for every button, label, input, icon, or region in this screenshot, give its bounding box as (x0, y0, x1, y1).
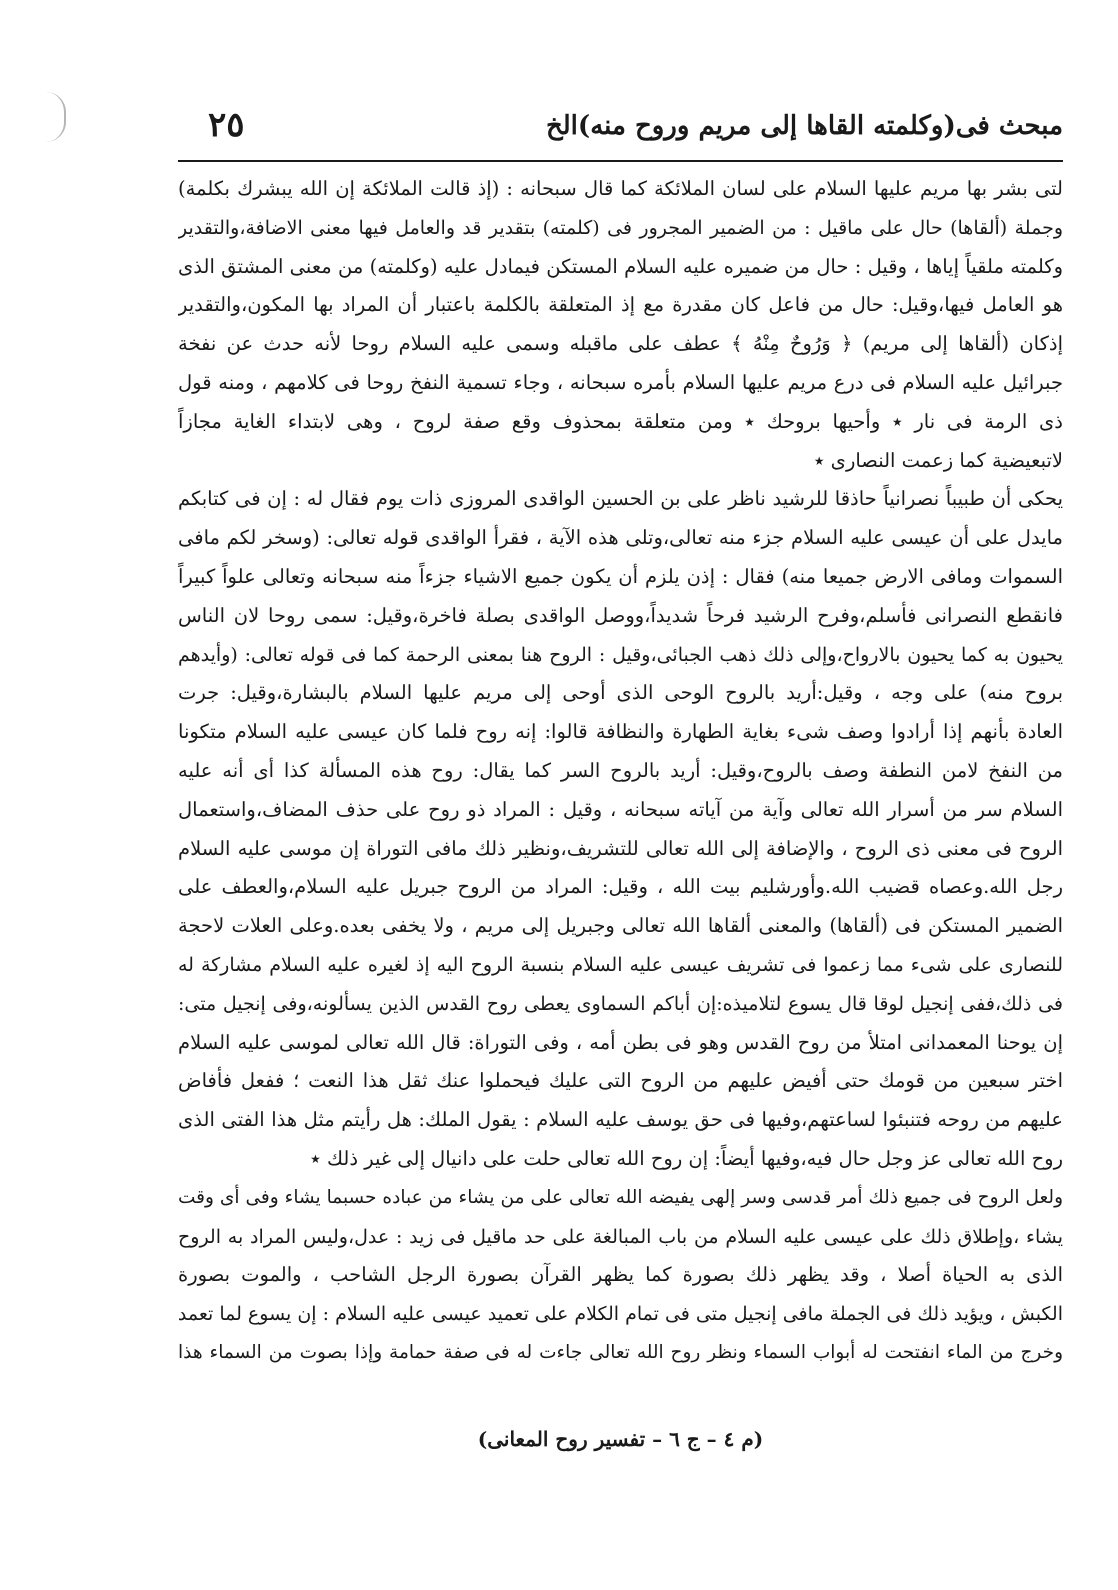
body-text (178, 170, 1063, 1373)
text-line: عليهم من روحه فتنبئوا لساعتهم،وفيها فى حق يوسف عليه السلام : يقول الملك: هل رأيتم مثل هذا الفتى الذى (178, 1108, 1063, 1132)
text-line: جبرائيل عليه السلام فى درع مريم عليها السلام بأمره سبحانه ، وجاء تسمية النفخ روحا فى كلامهم ، ومنه قول (178, 370, 1063, 394)
text-line: وخرج من الماء انفتحت له أبواب السماء ونظر روح الله تعالى جاءت له فى صفة حمامة وإذا بصوت من السماء هذا (178, 1341, 1063, 1363)
text-line: بروح منه) على وجه ، وقيل:أريد بالروح الوحى الذى أوحى إلى مريم عليها السلام بالبشارة،وقيل: جرت (178, 681, 1063, 705)
text-line: الضمير المستكن فى (ألقاها) والمعنى ألقاها الله تعالى وجبريل إلى مريم ، ولا يخفى بعده.وعلى العلات لاحجة (178, 914, 1063, 938)
text-line: وكلمته ملقياً إياها ، وقيل : حال من ضميره عليه السلام المستكن فيمادل عليه (وكلمته) من معنى المشتق الذى (178, 254, 1063, 278)
text-line: من النفخ لامن النطفة وصف بالروح،وقيل: أريد بالروح السر كما يقال: روح هذه المسألة كذا أى أنه عليه (178, 758, 1063, 782)
text-line: هو العامل فيها،وقيل: حال من فاعل كان مقدرة مع إذ المتعلقة بالكلمة باعتبار أن المراد بها المكون،والتقدير (178, 293, 1063, 317)
page-footer: (م ٤ – ج ٦ – تفسير روح المعانى) (477, 1427, 764, 1451)
text-line: إذكان (ألقاها إلى مريم) ﴿ وَرُوحٌ مِنْهُ ﴾ عطف على ماقبله وسمى عليه السلام روحا لأنه حدث عن نفخة (178, 332, 1063, 356)
text-line: الروح فى معنى ذى الروح ، والإضافة إلى الله تعالى للتشريف،ونظير ذلك مافى التوراة إن موسى عليه السلام (178, 836, 1063, 860)
page-header (178, 103, 1063, 159)
text-line: إن يوحنا المعمدانى امتلأ من روح القدس وهو فى بطن أمه ، وفى التوراة: قال الله تعالى لموسى عليه السلام (178, 1030, 1063, 1054)
text-line: فى ذلك،ففى إنجيل لوقا قال يسوع لتلاميذه:إن أباكم السماوى يعطى روح القدس الذين يسألونه،وفى إنجيل متى: (178, 992, 1063, 1015)
text-line: فانقطع النصرانى فأسلم،وفرح الرشيد فرحاً شديداً،ووصل الواقدى بصلة فاخرة،وقيل: سمى روحا لان الناس (178, 603, 1063, 627)
text-line: الذى به الحياة أصلا ، وقد يظهر ذلك بصورة كما يظهر القرآن بصورة الرجل الشاحب ، والموت بصورة (178, 1263, 1063, 1287)
text-line: ذى الرمة فى نار ٭ وأحيها بروحك ٭ ومن متعلقة بمحذوف وقع صفة لروح ، وهى لابتداء الغاية مجازاً (178, 409, 1063, 433)
text-line: السلام سر من أسرار الله تعالى وآية من آياته سبحانه ، وقيل : المراد ذو روح على حذف المضاف،واستعمال (178, 797, 1063, 821)
page-edge-mark (44, 92, 66, 142)
header-rule (178, 160, 1063, 162)
text-line: الكبش ، ويؤيد ذلك فى الجملة مافى إنجيل متى فى تمام الكلام على تعميد عيسى عليه السلام : إن يسوع لما تعمد (178, 1303, 1063, 1326)
text-line: يحكى أن طبيباً نصرانياً حاذقا للرشيد ناظر على بن الحسين الواقدى المروزى ذات يوم فقال له : إن فى كتابكم (178, 487, 1063, 511)
text-line: ولعل الروح فى جميع ذلك أمر قدسى وسر إلهى يفيضه الله تعالى على من يشاء من عباده حسبما يشاء وفى أى وقت (178, 1186, 1063, 1208)
text-line: روح الله تعالى عز وجل حال فيه،وفيها أيضاً: إن روح الله تعالى حلت على دانيال إلى غير ذلك ٭ (310, 1146, 1063, 1170)
page-number: ٢٥ (208, 105, 245, 145)
text-line: رجل الله.وعصاه قضيب الله.وأورشليم بيت الله ، وقيل: المراد من الروح جبريل عليه السلام،والعطف على (178, 875, 1063, 899)
text-line: العادة بأنهم إذا أرادوا وصف شىء بغاية الطهارة والنظافة قالوا: إنه روح فلما كان عيسى عليه السلام متكونا (178, 720, 1063, 744)
running-title: مبحث فى(وكلمته القاها إلى مريم وروح منه)الخ (545, 111, 1063, 141)
text-line: لتى بشر بها مريم عليها السلام على لسان الملائكة كما قال سبحانه : (إذ قالت الملائكة إن الله يبشرك بكلمة) (178, 177, 1063, 200)
text-line: يحيون به كما يحيون بالارواح،وإلى ذلك ذهب الجبائى،وقيل : الروح هنا بمعنى الرحمة كما فى قوله تعالى: (وأيدهم (178, 643, 1063, 666)
text-line: مايدل على أن عيسى عليه السلام جزء منه تعالى،وتلى هذه الآية ، فقرأ الواقدى قوله تعالى: (وسخر لكم مافى (178, 526, 1063, 550)
text-line: وجملة (ألقاها) حال على ماقيل : من الضمير المجرور فى (كلمته) بتقدير قد والعامل فيها معنى الاضافة،والتقدير (178, 216, 1063, 239)
text-line: اختر سبعين من قومك حتى أفيض عليهم من الروح التى عليك فيحملوا عنك ثقل هذا النعت ؛ ففعل فأفاض (178, 1069, 1063, 1093)
text-line: لاتبعيضية كما زعمت النصارى ٭ (813, 448, 1063, 472)
text-line: السموات ومافى الارض جميعا منه) فقال : إذن يلزم أن يكون جميع الاشياء جزءاً منه سبحانه وتعالى علواً كبيراً (178, 564, 1063, 588)
text-line: للنصارى على شىء مما زعموا فى تشريف عيسى عليه السلام بنسبة الروح اليه إذ لغيره عليه السلام مشاركة له (178, 953, 1063, 976)
text-line: يشاء ،وإطلاق ذلك على عيسى عليه السلام من باب المبالغة على حد ماقيل فى زيد : عدل،وليس المراد به الروح (178, 1225, 1063, 1248)
